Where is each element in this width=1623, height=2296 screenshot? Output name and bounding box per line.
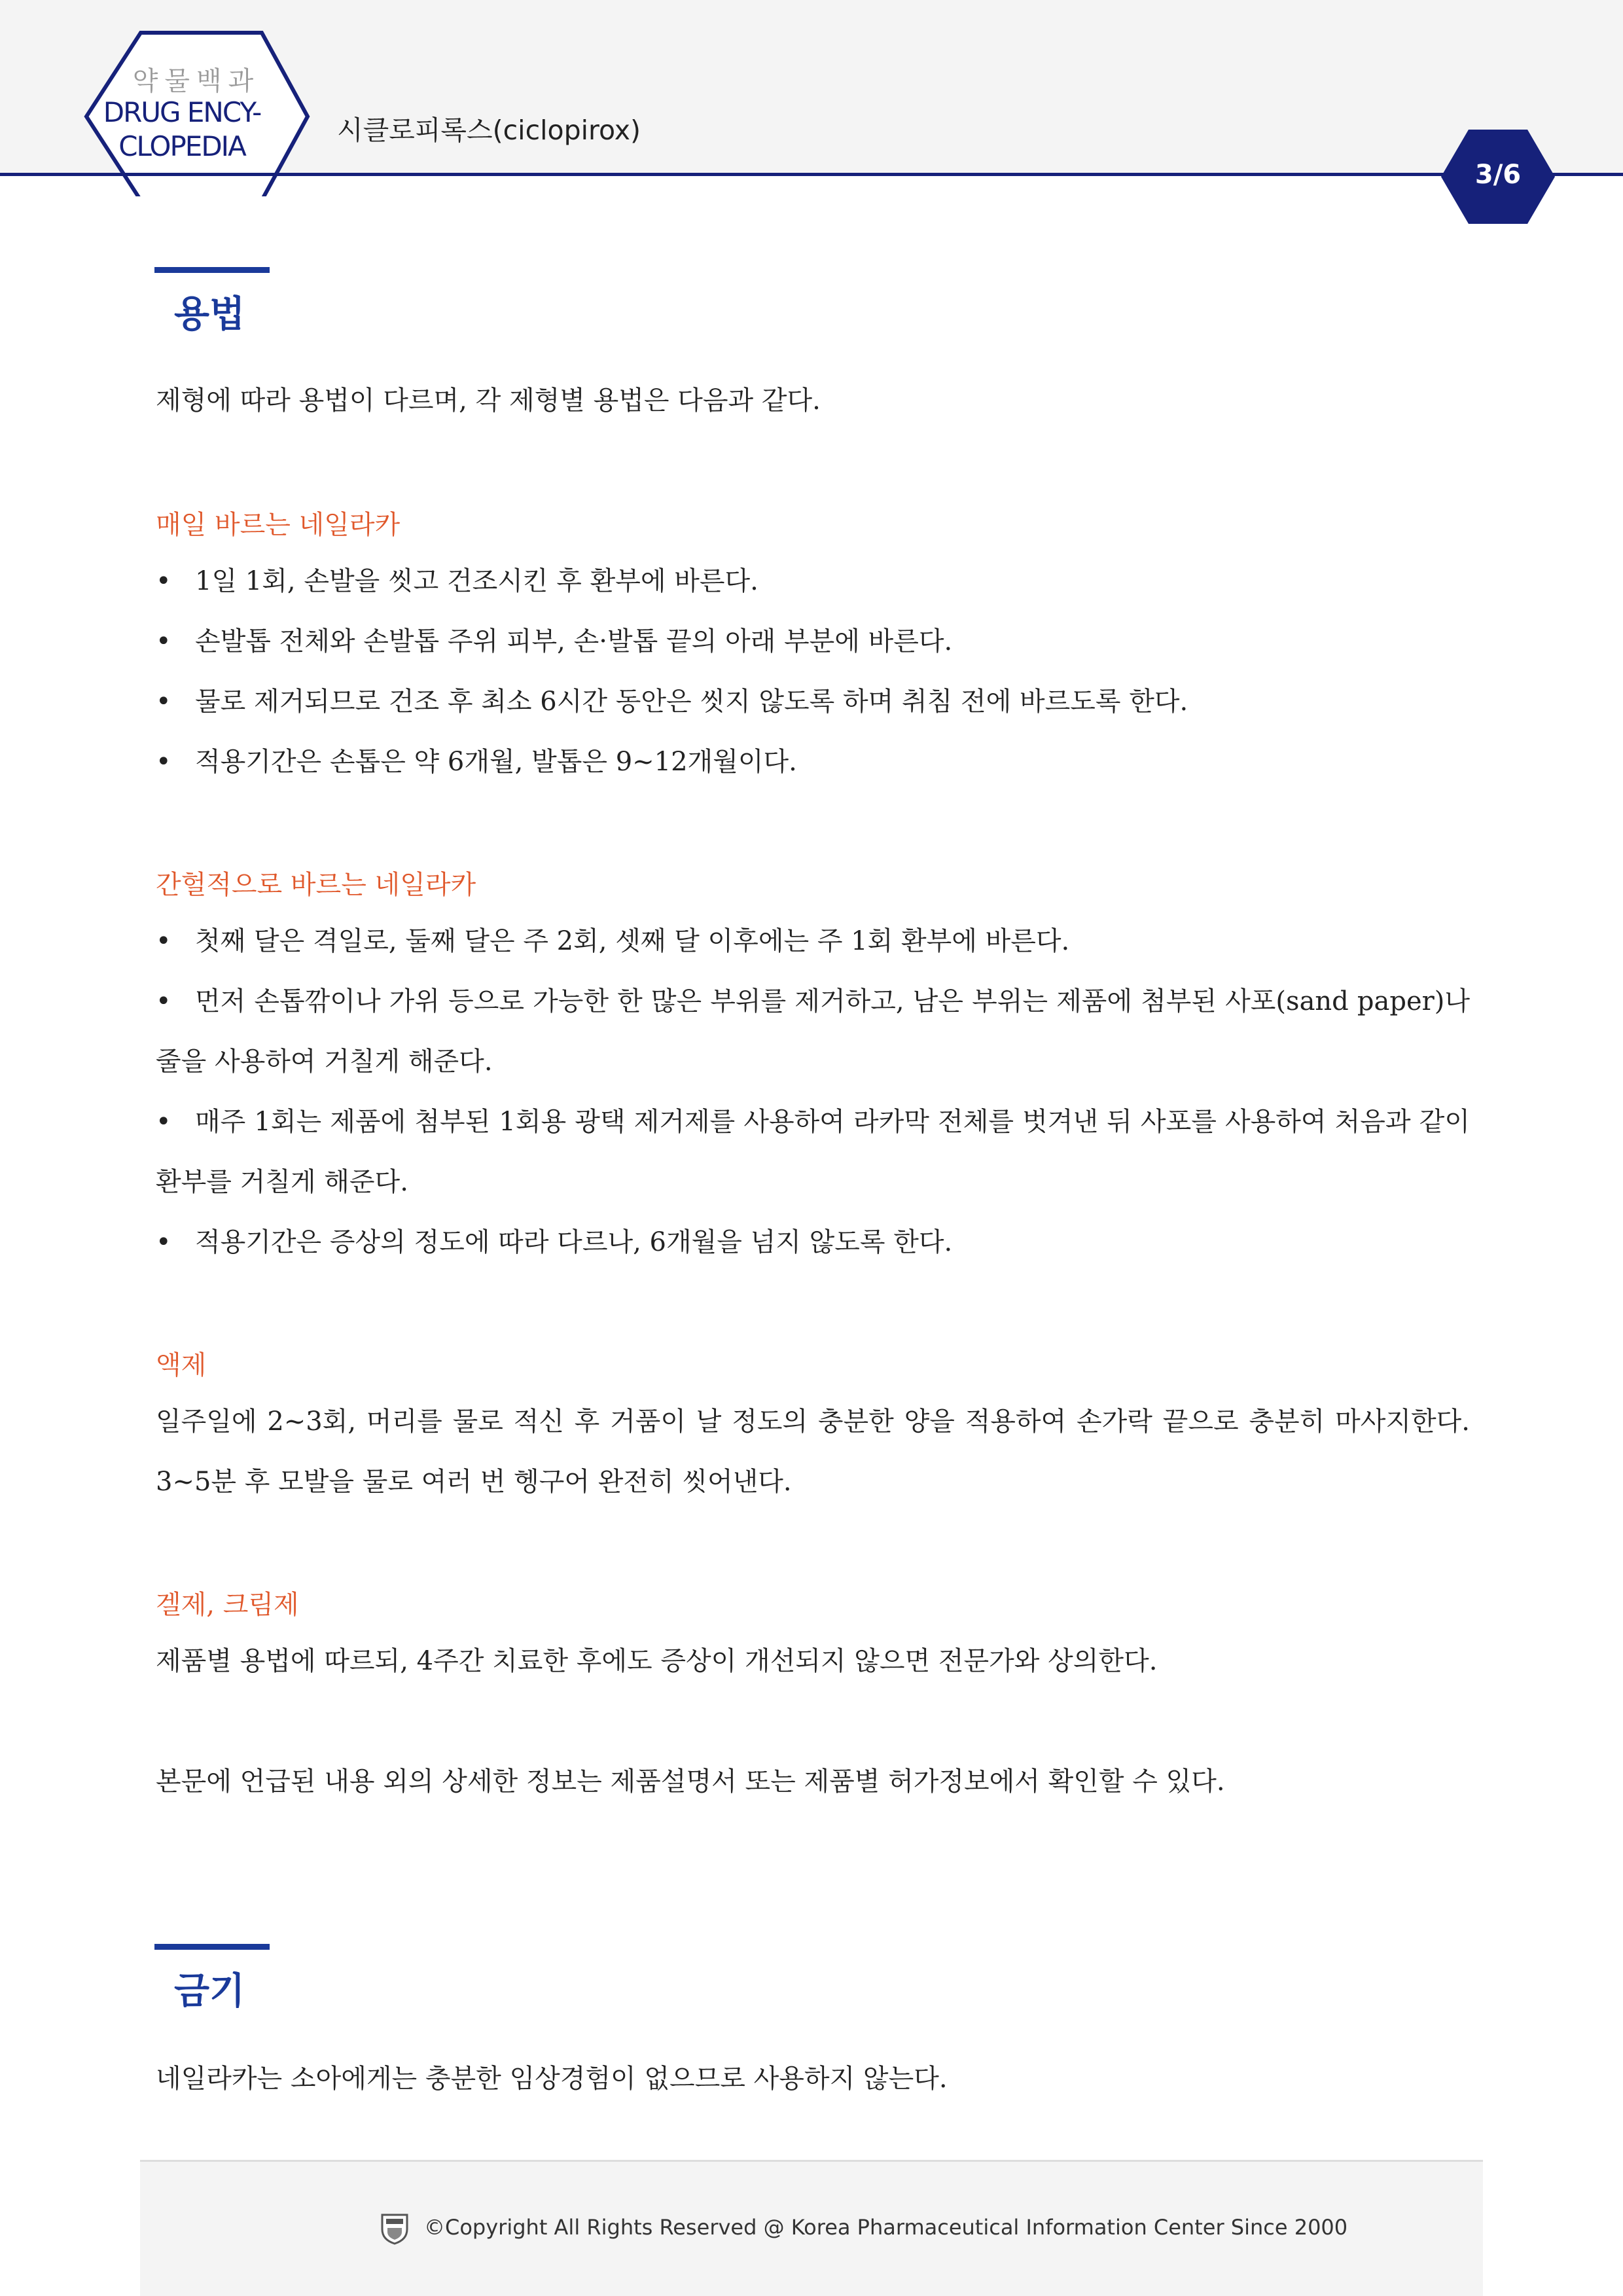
usage-intro: 제형에 따라 용법이 다르며, 각 제형별 용법은 다음과 같다.	[156, 386, 821, 416]
intermittent-item-4: • 적용기간은 증상의 정도에 따라 다르나, 6개월을 넘지 않도록 한다.	[156, 1227, 953, 1257]
section-contra-title: 금기	[174, 1970, 245, 2013]
daily-lacquer-heading: 매일 바르는 네일라카	[156, 510, 401, 540]
daily-item-3: • 물로 제거되므로 건조 후 최소 6시간 동안은 씻지 않도록 하며 취침 전에 바르도록 한다.	[156, 687, 1188, 717]
intermittent-item-3: • 매주 1회는 제품에 첨부된 1회용 광택 제거제를 사용하여 라카막 전체를 벗겨낸 뒤 사포를 사용하여 처음과 같이 환부를 거칠게 해준다.	[156, 1107, 1470, 1197]
logo-korean-text: 약물백과	[132, 66, 260, 96]
document-title: 시클로피록스(ciclopirox)	[337, 115, 641, 146]
intermittent-item-2: • 먼저 손톱깎이나 가위 등으로 가능한 한 많은 부위를 제거하고, 남은 부위는 제품에 첨부된 사포(sand paper)나 줄을 사용하여 거칠게 해준다.	[156, 986, 1470, 1077]
contra-text: 네일라카는 소아에게는 충분한 임상경험이 없으므로 사용하지 않는다.	[156, 2064, 948, 2094]
intermittent-item-1: • 첫째 달은 격일로, 둘째 달은 주 2회, 셋째 달 이후에는 주 1회 환부에 바른다.	[156, 926, 1070, 956]
daily-item-1: • 1일 1회, 손발을 씻고 건조시킨 후 환부에 바른다.	[156, 566, 758, 596]
daily-item-4: • 적용기간은 손톱은 약 6개월, 발톱은 9~12개월이다.	[156, 747, 797, 777]
header-divider	[0, 173, 1623, 176]
section-usage-bar	[154, 267, 270, 273]
page-indicator: 3/6	[1474, 160, 1522, 190]
gel-cream-text: 제품별 용법에 따르되, 4주간 치료한 후에도 증상이 개선되지 않으면 전문가와 상의한다.	[156, 1646, 1158, 1676]
gel-cream-heading: 겔제, 크림제	[156, 1590, 299, 1620]
section-contra-bar	[154, 1944, 270, 1950]
section-usage-title: 용법	[174, 293, 245, 336]
liquid-text: 일주일에 2~3회, 머리를 물로 적신 후 거품이 날 정도의 충분한 양을 적용하여 손가락 끝으로 충분히 마사지한다. 3~5분 후 모발을 물로 여러 번 헹구어 완전히 씻어낸다.	[156, 1407, 1470, 1497]
liquid-heading: 액제	[156, 1350, 207, 1380]
intermittent-lacquer-heading: 간헐적으로 바르는 네일라카	[156, 870, 476, 900]
logo-english-line1: DRUG ENCY-	[103, 96, 261, 128]
logo-english-line2: CLOPEDIA	[118, 130, 245, 162]
kpic-emblem-icon	[380, 2212, 410, 2245]
usage-note: 본문에 언급된 내용 외의 상세한 정보는 제품설명서 또는 제품별 허가정보에서 확인할 수 있다.	[156, 1767, 1225, 1797]
daily-item-2: • 손발톱 전체와 손발톱 주위 피부, 손·발톱 끝의 아래 부분에 바른다.	[156, 626, 953, 656]
footer-copyright: ©Copyright All Rights Reserved @ Korea Pharmaceutical Information Center Since 2000	[424, 2215, 1348, 2240]
